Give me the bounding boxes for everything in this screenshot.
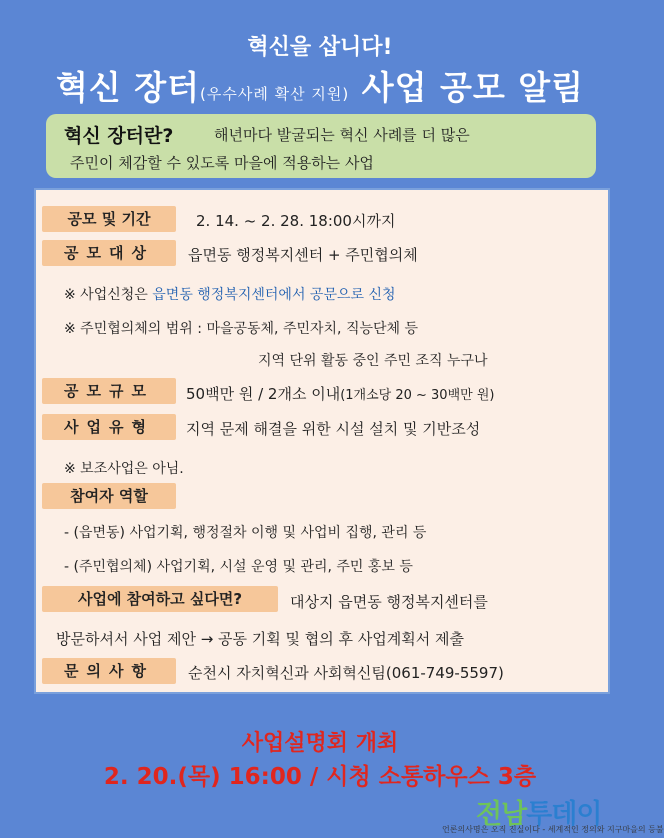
scope-note-line2: 지역 단위 활동 중인 주민 조직 누구나 — [258, 353, 488, 369]
period-label: 공모 및 기간 — [42, 206, 176, 232]
contact-label: 문의사항 — [42, 658, 176, 684]
join-line2: 방문하셔서 사업 제안 → 공동 기획 및 협의 후 사업계획서 제출 — [56, 630, 465, 648]
role-1-who: - (읍면동) — [64, 525, 125, 541]
definition-text-line2: 주민이 체감할 수 있도록 마을에 적용하는 사업 — [70, 154, 374, 172]
scale-amount: 50백만 원 / 2개소 이내 — [186, 385, 341, 403]
event-title: 사업설명회 개최 — [241, 731, 399, 756]
title-main: 혁신 장터 — [56, 68, 201, 107]
type-note: ※ 보조사업은 아님. — [64, 461, 184, 477]
scale-detail: (1개소당 20 ~ 30백만 원) — [340, 388, 495, 403]
apply-note-highlight: 읍면동 행정복지센터에서 공문으로 신청 — [152, 287, 396, 303]
scale-label: 공모규모 — [42, 378, 176, 404]
subtitle: 혁신을 삽니다! — [247, 35, 393, 60]
join-line1: 대상지 읍면동 행정복지센터를 — [290, 593, 488, 611]
title-suffix: 사업 공모 알림 — [349, 68, 584, 107]
role-2-who: - (주민협의체) — [64, 559, 153, 575]
logo-part2: 투데이 — [526, 799, 602, 830]
type-label: 사업유형 — [42, 414, 176, 440]
scope-note-line1: ※ 주민협의체의 범위 : 마을공동체, 주민자치, 직능단체 등 — [64, 321, 419, 337]
join-label: 사업에 참여하고 싶다면? — [42, 586, 278, 612]
role-2 — [64, 556, 413, 576]
contact-value: 순천시 자치혁신과 사회혁신팀(061-749-5597) — [188, 664, 504, 682]
page-title — [0, 62, 640, 109]
roles-label: 참여자 역할 — [42, 483, 176, 509]
definition-text-line1: 해년마다 발굴되는 혁신 사례를 더 많은 — [214, 126, 470, 144]
period-value: 2. 14. ~ 2. 28. 18:00시까지 — [196, 212, 396, 230]
role-1-what: 사업기획, 행정절차 이행 및 사업비 집행, 관리 등 — [125, 525, 427, 541]
publisher-tagline: 언론의사명은 오직 진실이다 - 세계적인 정의와 지구마을의 등불 — [442, 825, 664, 834]
apply-note — [64, 284, 396, 304]
apply-note-prefix: ※ 사업신청은 — [64, 287, 153, 303]
type-value: 지역 문제 해결을 위한 시설 설치 및 기반조성 — [186, 420, 481, 438]
event-datetime: 2. 20.(목) 16:00 / 시청 소통하우스 3층 — [103, 764, 537, 790]
target-value: 읍면동 행정복지센터 + 주민협의체 — [188, 246, 418, 264]
title-parenthetical: (우수사례 확산 지원) — [200, 85, 350, 103]
target-label: 공모대상 — [42, 240, 176, 266]
definition-term: 혁신 장터란? — [64, 125, 174, 147]
scale-value — [186, 383, 494, 404]
role-1 — [64, 522, 426, 542]
role-2-what: 사업기획, 시설 운영 및 관리, 주민 홍보 등 — [152, 559, 413, 575]
logo-part1: 전남 — [476, 799, 527, 830]
